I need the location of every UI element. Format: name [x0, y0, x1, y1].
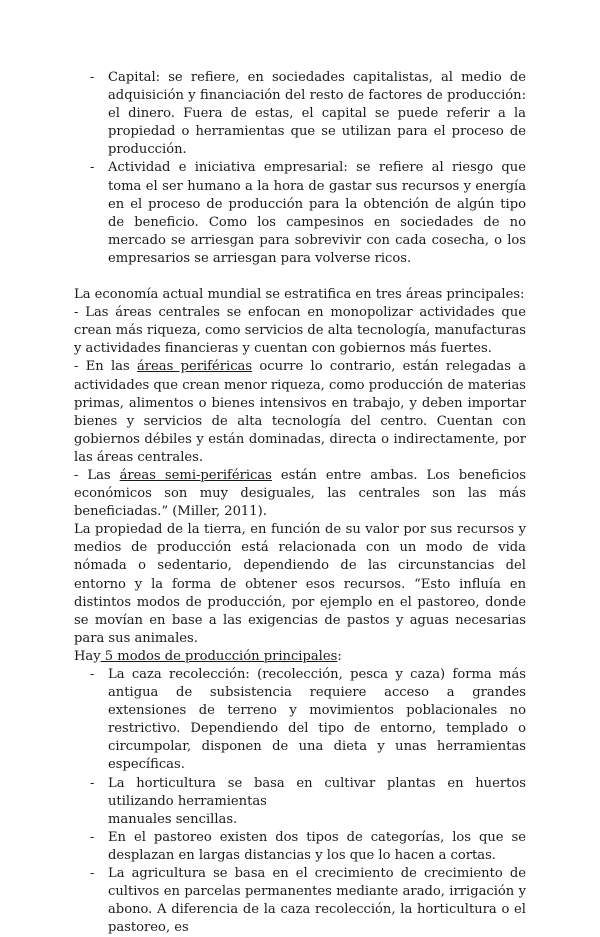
list-item-capital: [74, 69, 526, 159]
list-item-text: La caza recolección: (recolección, pesca y caza) forma más antigua de subsistencia requiere acceso a grandes extensiones de terreno y movimientos poblacionales no restrictivo. Dependiendo del tipo de entorno, templado o circumpolar, disponen de una dieta y unas herramientas específicas.: [108, 667, 526, 773]
factors-list: [74, 69, 526, 268]
bullet-dash: -: [90, 160, 95, 176]
list-item-hunting-gathering: [74, 666, 526, 775]
list-item-text-continuation: manuales sencillas.: [108, 811, 238, 827]
list-item-pastoralism: [74, 829, 526, 865]
list-item-text: Capital: se refiere, en sociedades capitalistas, al medio de adquisición y financiación del resto de factores de producción: el dinero. Fuera de estas, el capital se puede referir a la propiedad o herramientas que se utilizan para el proceso de producción.: [108, 70, 526, 158]
central-areas-paragraph: - Las áreas centrales se enfocan en monopolizar actividades que crean más riqueza, como servicios de alta tecnología, manufacturas y actividades financieras y cuentan con gobiernos más fuertes.: [74, 305, 526, 357]
paragraph-gap: [74, 268, 526, 286]
list-item-horticulture: [74, 775, 526, 829]
list-item-agriculture: [74, 865, 526, 937]
intro-paragraph: La economía actual mundial se estratifica en tres áreas principales:: [74, 287, 525, 303]
peripheral-areas-paragraph: [74, 358, 526, 467]
document-body: [74, 69, 526, 937]
modes-heading: [74, 648, 526, 666]
production-modes-list: [74, 666, 526, 937]
modes-suffix: :: [337, 648, 342, 664]
peripheral-rest: ocurre lo contrario, están relegadas a actividades que crean menor riqueza, como producción de materias primas, alimentos o bienes intensivos en trabajo, y deben importar bienes y servicios de alta tecnología del centro. Cuentan con gobiernos débiles y están dominadas, directa o indirectamente, por las áreas centrales.: [74, 359, 527, 465]
list-item-text: La agricultura se basa en el crecimiento de crecimiento de cultivos en parcelas permanentes mediante arado, irrigación y abono. A diferencia de la caza recolección, la horticultura o el pastoreo, es: [108, 866, 526, 936]
bullet-dash: -: [90, 775, 95, 791]
bullet-dash: -: [90, 866, 95, 882]
semi-rest: están entre ambas. Los beneficios económicos son muy desiguales, las centrales son las más beneficiadas.” (Miller, 2011).: [74, 467, 526, 520]
land-ownership-paragraph: La propiedad de la tierra, en función de su valor por sus recursos y medios de producción está relacionada con un modo de vida nómada o sedentario, dependiendo de las circunstancias del entorno y la forma de obtener esos recursos. “Esto influía en distintos modos de producción, por ejemplo en el pastoreo, donde se movían en base a las exigencias de pastos y aguas necesarias para sus animales.: [74, 522, 526, 646]
semi-prefix: - Las: [74, 467, 120, 483]
list-item-entrepreneurship: [74, 159, 526, 268]
bullet-dash: -: [90, 829, 95, 845]
list-item-text: La horticultura se basa en cultivar plantas en huertos utilizando herramientas: [108, 775, 526, 809]
peripheral-areas-link[interactable]: áreas periféricas: [136, 359, 253, 375]
modes-prefix: Hay: [74, 648, 101, 664]
bullet-dash: -: [90, 667, 95, 682]
list-item-text: Actividad e iniciativa empresarial: se refiere al riesgo que toma el ser humano a la hora de gastar sus recursos y energía en el proceso de producción para la obtención de algún tipo de beneficio. Como los campesinos en sociedades de no mercado se arriesgan para sobrevivir con cada cosecha, o los empresarios se arriesgan para volverse ricos.: [108, 160, 526, 266]
list-item-text: En el pastoreo existen dos tipos de categorías, los que se desplazan en largas distancias y los que lo hacen a cortas.: [108, 829, 526, 863]
semi-peripheral-areas-link[interactable]: áreas semi-periféricas: [119, 467, 272, 483]
bullet-dash: -: [90, 70, 95, 85]
modes-link[interactable]: 5 modos de producción principales: [100, 648, 338, 664]
peripheral-prefix: - En las: [74, 359, 137, 375]
semi-peripheral-areas-paragraph: [74, 467, 526, 521]
